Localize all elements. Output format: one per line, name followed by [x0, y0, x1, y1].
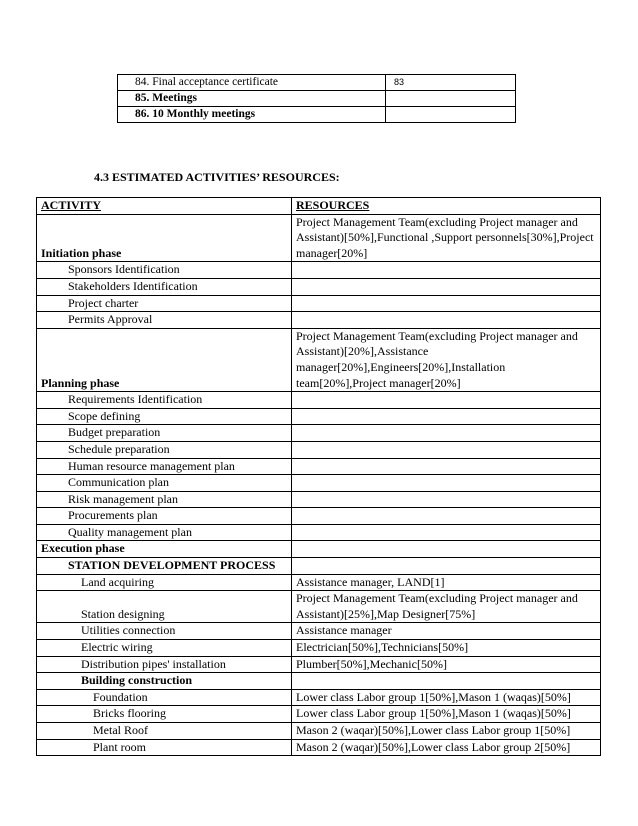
top-items-table: [117, 74, 516, 123]
item-label: 85. Meetings: [118, 91, 386, 107]
table-row: [37, 278, 601, 295]
table-row: [37, 656, 601, 673]
table-row: [37, 706, 601, 723]
table-row: [37, 312, 601, 329]
resources-cell: Lower class Labor group 1[50%],Mason 1 (waqas)[50%]: [292, 706, 601, 723]
table-row: [37, 214, 601, 262]
table-row: [37, 295, 601, 312]
activity-cell: Human resource management plan: [37, 458, 292, 475]
table-row: [37, 441, 601, 458]
resources-cell: Project Management Team(excluding Project manager and Assistant)[20%],Assistance manager[20%],Engineers[20%],Installation team[20%],Project manager[20%]: [292, 328, 601, 391]
item-label: 84. Final acceptance certificate: [118, 75, 386, 91]
resources-cell: [292, 262, 601, 279]
table-row: [37, 673, 601, 690]
process-heading: STATION DEVELOPMENT PROCESS: [37, 558, 292, 575]
resources-header: RESOURCES: [292, 198, 601, 215]
resources-table: [36, 197, 601, 756]
table-row: [37, 328, 601, 391]
resources-cell: [292, 408, 601, 425]
activity-cell: Schedule preparation: [37, 441, 292, 458]
table-row: [37, 458, 601, 475]
table-row: [37, 541, 601, 558]
resources-cell: [292, 558, 601, 575]
phase-heading: Initiation phase: [37, 214, 292, 262]
activity-cell: Procurements plan: [37, 508, 292, 525]
resources-cell: [292, 491, 601, 508]
resources-cell: [292, 392, 601, 409]
resources-cell: [292, 441, 601, 458]
table-row: [37, 689, 601, 706]
table-row: [37, 262, 601, 279]
activity-header: ACTIVITY: [37, 198, 292, 215]
resources-cell: Mason 2 (waqar)[50%],Lower class Labor group 2[50%]: [292, 739, 601, 756]
resources-cell: Electrician[50%],Technicians[50%]: [292, 640, 601, 657]
resources-cell: Assistance manager: [292, 623, 601, 640]
activity-cell: Quality management plan: [37, 524, 292, 541]
resources-cell: [292, 295, 601, 312]
activity-cell: Communication plan: [37, 475, 292, 492]
activity-cell: Foundation: [37, 689, 292, 706]
subprocess-heading: Building construction: [37, 673, 292, 690]
activity-cell: Distribution pipes' installation: [37, 656, 292, 673]
activity-cell: Land acquiring: [37, 574, 292, 591]
table-row: [37, 408, 601, 425]
table-row: [37, 491, 601, 508]
table-row: [118, 91, 516, 107]
table-row: [37, 574, 601, 591]
resources-cell: [292, 458, 601, 475]
phase-heading: Planning phase: [37, 328, 292, 391]
resources-cell: Lower class Labor group 1[50%],Mason 1 (waqas)[50%]: [292, 689, 601, 706]
item-value: 83: [386, 75, 516, 91]
activity-cell: Electric wiring: [37, 640, 292, 657]
activity-cell: Risk management plan: [37, 491, 292, 508]
table-row: [37, 723, 601, 740]
resources-cell: Project Management Team(excluding Project manager and Assistant)[50%],Functional ,Support personnels[30%],Project manager[20%]: [292, 214, 601, 262]
activity-cell: Utilities connection: [37, 623, 292, 640]
resources-cell: Project Management Team(excluding Project manager and Assistant)[25%],Map Designer[75%]: [292, 591, 601, 623]
table-row: [37, 425, 601, 442]
resources-cell: [292, 475, 601, 492]
table-row: [37, 591, 601, 623]
resources-cell: Assistance manager, LAND[1]: [292, 574, 601, 591]
table-row: [37, 623, 601, 640]
table-row: [118, 107, 516, 123]
activity-cell: Metal Roof: [37, 723, 292, 740]
table-row: [37, 508, 601, 525]
activity-cell: Sponsors Identification: [37, 262, 292, 279]
table-row: [37, 640, 601, 657]
item-value: [386, 107, 516, 123]
resources-cell: [292, 312, 601, 329]
activity-cell: Plant room: [37, 739, 292, 756]
table-header-row: [37, 198, 601, 215]
activity-cell: Permits Approval: [37, 312, 292, 329]
table-row: [37, 475, 601, 492]
resources-cell: Plumber[50%],Mechanic[50%]: [292, 656, 601, 673]
activity-cell: Budget preparation: [37, 425, 292, 442]
resources-cell: [292, 524, 601, 541]
resources-cell: [292, 425, 601, 442]
activity-cell: Requirements Identification: [37, 392, 292, 409]
item-label: 86. 10 Monthly meetings: [118, 107, 386, 123]
table-row: [37, 392, 601, 409]
section-heading: 4.3 ESTIMATED ACTIVITIES’ RESOURCES:: [94, 170, 340, 184]
resources-cell: Mason 2 (waqar)[50%],Lower class Labor group 1[50%]: [292, 723, 601, 740]
table-row: [118, 75, 516, 91]
activity-cell: Stakeholders Identification: [37, 278, 292, 295]
table-row: [37, 558, 601, 575]
table-row: [37, 739, 601, 756]
table-row: [37, 524, 601, 541]
resources-cell: [292, 278, 601, 295]
activity-cell: Project charter: [37, 295, 292, 312]
resources-cell: [292, 508, 601, 525]
activity-cell: Station designing: [37, 591, 292, 623]
activity-cell: Scope defining: [37, 408, 292, 425]
resources-cell: [292, 673, 601, 690]
resources-cell: [292, 541, 601, 558]
phase-heading: Execution phase: [37, 541, 292, 558]
activity-cell: Bricks flooring: [37, 706, 292, 723]
item-value: [386, 91, 516, 107]
